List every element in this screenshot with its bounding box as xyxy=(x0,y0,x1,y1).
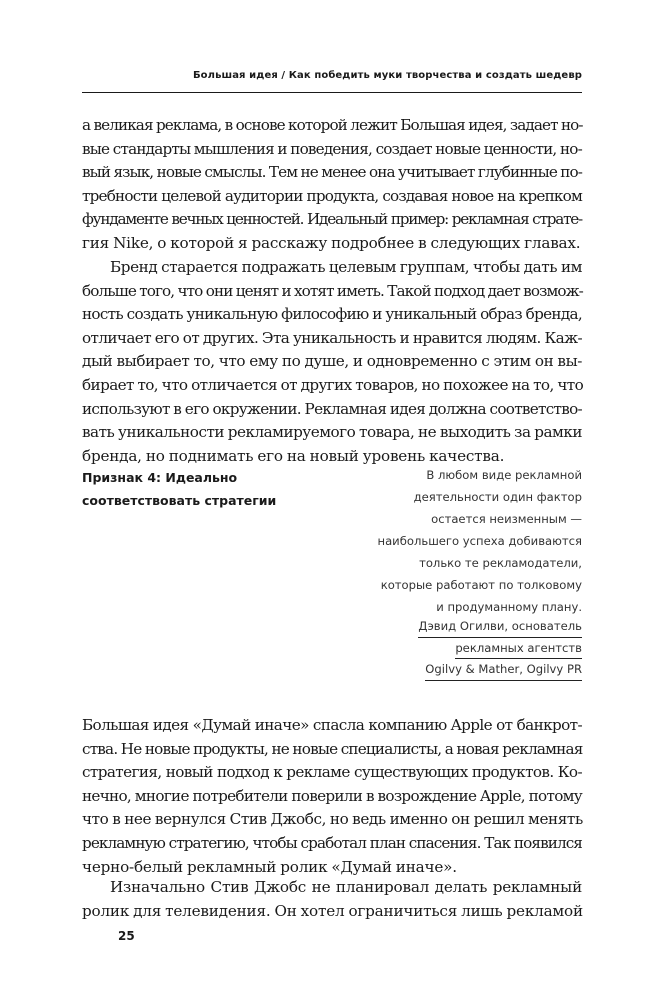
text-line: вать уникальности рекламируемого товара, не выходить за рамки xyxy=(82,423,582,442)
paragraph-4 xyxy=(82,876,582,923)
attribution-line: Ogilvy & Mather, Ogilvy PR xyxy=(425,659,582,681)
section-heading-line: Признак 4: Идеально xyxy=(82,470,238,485)
section-heading-line: соответствовать стратегии xyxy=(82,493,277,508)
text-line: отличает его от других. Эта уникальность и нравится людям. Каж- xyxy=(82,328,582,347)
paragraph-3 xyxy=(82,714,582,879)
attribution-line: Дэвид Огилви, основатель xyxy=(418,616,582,638)
header-rule xyxy=(82,92,582,93)
text-line: рекламную стратегию, чтобы сработал план спасения. Так появился xyxy=(82,833,582,852)
text-line: ность создать уникальную философию и уникальный образ бренда, xyxy=(82,305,582,324)
text-line: требности целевой аудитории продукта, создавая новое на крепком xyxy=(82,186,582,205)
text-line: нечно, многие потребители поверили в возрождение Apple, потому xyxy=(82,786,582,805)
section-heading xyxy=(82,466,312,512)
text-line: фундаменте вечных ценностей. Идеальный пример: рекламная страте- xyxy=(82,210,582,229)
quote-line: наибольшего успеха добиваются xyxy=(377,534,582,548)
text-line: больше того, что они ценят и хотят иметь. Такой подход дает возмож- xyxy=(82,281,583,300)
text-line: вый язык, новые смыслы. Тем не менее она учитывает глубинные по- xyxy=(82,163,582,182)
page-number: 25 xyxy=(118,929,135,943)
sidebar-quote xyxy=(332,464,582,618)
text-line: Большая идея «Думай иначе» спасла компанию Apple от банкрот- xyxy=(82,716,582,734)
paragraph-1 xyxy=(82,114,582,256)
quote-line: остается неизменным — xyxy=(431,512,582,526)
quote-line: которые работают по толковому xyxy=(380,578,582,592)
quote-line: только те рекламодатели, xyxy=(419,556,582,570)
text-line: что в нее вернулся Стив Джобс, но ведь именно он решил менять xyxy=(82,810,583,829)
paragraph-2 xyxy=(82,256,582,468)
text-line: бирает то, что отличается от других товаров, но похожее на то, что xyxy=(82,375,584,394)
text-line: ства. Не новые продукты, не новые специалисты, а новая рекламная xyxy=(82,739,583,758)
quote-line: деятельности один фактор xyxy=(413,490,582,504)
running-head: Большая идея / Как победить муки творчества и создать шедевр xyxy=(192,70,582,81)
quote-attribution xyxy=(332,616,582,681)
text-line: Бренд старается подражать целевым группам, чтобы дать им xyxy=(110,258,583,276)
text-line: стратегия, новый подход к рекламе существующих продуктов. Ко- xyxy=(82,763,582,782)
text-line: дый выбирает то, что ему по душе, и одновременно с этим он вы- xyxy=(82,352,582,371)
text-line: используют в его окружении. Рекламная идея должна соответство- xyxy=(82,399,582,418)
text-line: бренда, но поднимать его на новый уровень качества. xyxy=(82,446,505,465)
text-line: Изначально Стив Джобс не планировал делать рекламный xyxy=(110,878,582,896)
text-line: черно-белый рекламный ролик «Думай иначе». xyxy=(82,857,457,876)
attribution-line: рекламных агентств xyxy=(455,638,582,660)
text-line: гия Nike, о которой я расскажу подробнее в следующих главах. xyxy=(82,233,581,252)
text-line: ролик для телевидения. Он хотел ограничиться лишь рекламой xyxy=(82,901,583,920)
text-line: а великая реклама, в основе которой лежит Большая идея, задает но- xyxy=(82,116,583,134)
quote-line: В любом виде рекламной xyxy=(426,468,582,482)
quote-line: и продуманному плану. xyxy=(436,600,582,614)
text-line: вые стандарты мышления и поведения, создает новые ценности, но- xyxy=(82,139,582,158)
